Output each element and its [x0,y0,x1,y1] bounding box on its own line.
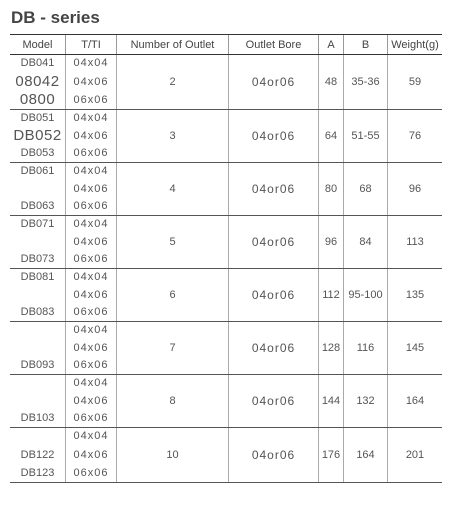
tt-cell [66,375,117,427]
outlet-bore-value: 04or06 [251,182,296,196]
tt-size: 06x06 [73,412,109,424]
table-row [10,55,442,110]
table-row [10,269,442,322]
tt-size: 04x04 [73,57,109,69]
tt-size: 04x06 [73,288,109,301]
a-cell [319,216,344,268]
table-row [10,322,442,375]
b-value: 35-36 [351,76,380,88]
number-of-outlet-cell [117,375,229,427]
b-cell [344,216,388,268]
outlet-bore-value: 04or06 [251,448,296,462]
weight-value: 145 [405,342,425,354]
outlet-bore-value: 04or06 [251,288,296,302]
model-code: DB103 [20,412,55,424]
weight-cell [388,163,442,215]
table-row [10,216,442,269]
outlet-bore-cell [229,375,319,427]
header-weight: Weight(g) [391,38,439,51]
weight-value: 76 [408,130,422,142]
table-row [10,163,442,216]
model-code: DB093 [20,359,55,371]
number-of-outlet-value: 6 [169,289,176,301]
model-code: DB073 [20,253,55,265]
model-code: DB061 [20,165,55,177]
number-of-outlet-value: 3 [169,130,176,142]
model-cell [10,110,66,162]
number-of-outlet-cell [117,110,229,162]
weight-value: 59 [408,76,422,88]
header-outlet-bore: Outlet Bore [229,35,319,54]
b-value: 68 [359,183,372,195]
model-code: 08042 [15,72,60,90]
tt-cell [66,55,117,109]
outlet-bore-value: 04or06 [251,129,296,143]
tt-size: 04x04 [73,324,109,336]
tt-cell [66,322,117,374]
tt-size: 04x06 [73,341,109,354]
a-value: 112 [322,289,340,301]
b-cell [344,110,388,162]
a-cell [319,55,344,109]
spec-table [10,34,442,483]
a-cell [319,428,344,482]
tt-cell [66,216,117,268]
header-b: B [344,35,388,54]
number-of-outlet-cell [117,163,229,215]
table-body [10,55,442,483]
model-code: DB051 [20,112,55,124]
number-of-outlet-cell [117,55,229,109]
tt-size: 06x06 [73,253,109,265]
tt-size: 06x06 [73,147,109,159]
tt-size: 04x06 [73,129,109,142]
weight-cell [388,375,442,427]
a-cell [319,375,344,427]
tt-size: 06x06 [73,306,109,318]
model-code: DB053 [20,147,55,159]
b-cell [344,269,388,321]
tt-size: 04x04 [73,430,109,442]
number-of-outlet-value: 10 [166,449,179,461]
tt-size: 04x06 [73,75,109,88]
tt-size: 04x06 [73,394,109,407]
tt-cell [66,269,117,321]
tt-size: 04x04 [73,165,109,177]
model-code: DB041 [20,57,55,69]
model-cell [10,322,66,374]
outlet-bore-cell [229,428,319,482]
b-cell [344,322,388,374]
model-cell [10,269,66,321]
outlet-bore-value: 04or06 [251,75,296,89]
outlet-bore-cell [229,269,319,321]
header-a: A [319,35,344,54]
number-of-outlet-value: 4 [169,183,176,195]
number-of-outlet-cell [117,269,229,321]
b-value: 95-100 [348,289,383,301]
b-value: 84 [359,236,372,248]
number-of-outlet-cell [117,428,229,482]
b-value: 51-55 [351,130,380,142]
a-value: 80 [324,183,338,195]
outlet-bore-cell [229,216,319,268]
model-cell [10,375,66,427]
weight-cell [388,110,442,162]
outlet-bore-value: 04or06 [251,235,296,249]
number-of-outlet-value: 5 [169,236,176,248]
table-header [10,34,442,55]
model-code: DB063 [20,200,55,212]
table-row [10,110,442,163]
model-cell [10,216,66,268]
tt-size: 04x06 [73,235,109,248]
tt-cell [66,428,117,482]
number-of-outlet-value: 2 [169,76,176,88]
table-row [10,428,442,483]
a-value: 96 [324,236,338,248]
header-model: Model [10,35,66,54]
a-value: 128 [321,342,341,354]
tt-size: 04x04 [73,271,109,283]
weight-value: 113 [406,236,424,248]
outlet-bore-value: 04or06 [251,394,296,408]
weight-cell [388,322,442,374]
b-cell [344,163,388,215]
weight-cell [388,269,442,321]
tt-size: 06x06 [73,94,109,106]
a-value: 64 [324,130,338,142]
weight-cell [388,428,442,482]
tt-size: 06x06 [73,467,109,479]
table-row [10,375,442,428]
weight-value: 96 [408,183,422,195]
tt-size: 04x04 [73,218,109,230]
b-value: 164 [356,449,375,461]
model-cell [10,428,66,482]
a-cell [319,163,344,215]
tt-size: 04x06 [73,448,109,461]
outlet-bore-value: 04or06 [251,341,296,355]
a-cell [319,110,344,162]
a-value: 48 [324,76,338,88]
outlet-bore-cell [229,110,319,162]
tt-cell [66,110,117,162]
b-value: 116 [356,342,375,354]
model-code: DB052 [13,127,62,144]
model-code: DB083 [20,306,55,318]
tt-size: 06x06 [73,359,109,371]
tt-size: 04x04 [73,377,109,389]
b-value: 132 [356,395,375,407]
number-of-outlet-cell [117,322,229,374]
b-cell [344,55,388,109]
number-of-outlet-cell [117,216,229,268]
page-title: DB - series [11,8,100,27]
outlet-bore-cell [229,322,319,374]
tt-size: 06x06 [73,200,109,212]
number-of-outlet-value: 8 [169,395,176,407]
model-cell [10,163,66,215]
a-value: 144 [321,395,341,407]
weight-cell [388,216,442,268]
b-cell [344,375,388,427]
a-cell [319,269,344,321]
model-cell [10,55,66,109]
header-number-of-outlet: Number of Outlet [117,35,229,54]
b-cell [344,428,388,482]
weight-value: 135 [405,289,425,301]
model-code: DB123 [20,467,55,479]
outlet-bore-cell [229,163,319,215]
weight-value: 164 [405,395,425,407]
weight-value: 201 [405,449,425,461]
header-tt: T/TI [66,35,117,54]
model-code: DB122 [20,448,55,461]
model-code: DB081 [20,271,55,283]
tt-size: 04x06 [73,182,109,195]
outlet-bore-cell [229,55,319,109]
weight-cell [388,55,442,109]
model-code: DB071 [20,218,55,230]
tt-size: 04x04 [73,112,109,124]
model-code: 0800 [19,91,56,108]
a-value: 176 [321,449,341,461]
a-cell [319,322,344,374]
number-of-outlet-value: 7 [169,342,176,354]
tt-cell [66,163,117,215]
